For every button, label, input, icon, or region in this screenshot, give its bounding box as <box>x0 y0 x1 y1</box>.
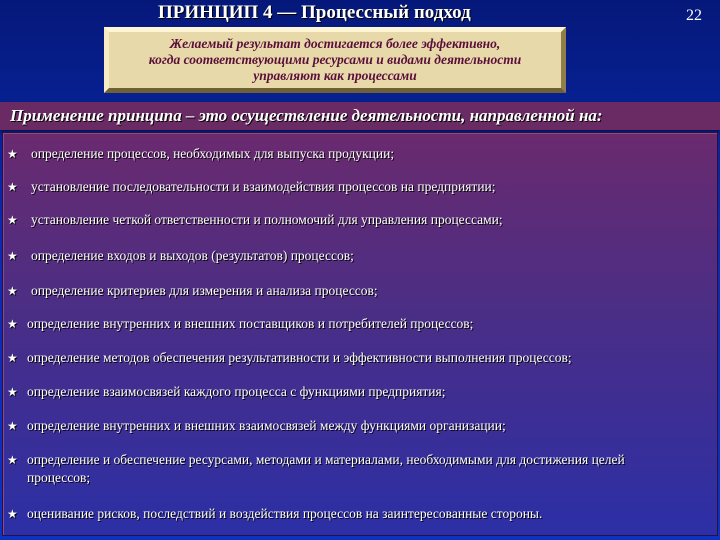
star-icon: ★ <box>7 317 18 331</box>
application-heading-bar <box>0 102 720 130</box>
application-list <box>2 132 718 536</box>
application-heading: Применение принципа – это осуществление деятельности, направленной на: <box>10 106 603 125</box>
principle-line-3: управляют как процессами <box>253 68 417 83</box>
list-item-text: определение входов и выходов (результатов) процессов; <box>31 248 354 263</box>
star-icon: ★ <box>7 249 18 263</box>
principle-line-1: Желаемый результат достигается более эффективно, <box>169 36 501 51</box>
star-icon: ★ <box>7 507 18 521</box>
list-item-text: определение методов обеспечения результативности и эффективности выполнения процессов; <box>27 350 572 365</box>
list-item-text: определение взаимосвязей каждого процесса с функциями предприятия; <box>27 384 446 399</box>
star-icon: ★ <box>7 351 18 365</box>
star-icon: ★ <box>7 453 18 467</box>
star-icon: ★ <box>7 180 18 194</box>
slide-title: ПРИНЦИП 4 — Процессный подход <box>158 2 471 23</box>
star-icon: ★ <box>7 284 18 298</box>
list-item-text: установление четкой ответственности и полномочий для управления процессами; <box>31 212 503 227</box>
list-item-text: определение внутренних и внешних взаимосвязей между функциями организации; <box>27 418 506 433</box>
principle-box <box>104 27 566 93</box>
list-item-text: определение критериев для измерения и анализа процессов; <box>31 283 378 298</box>
list-item-text: установление последовательности и взаимодействия процессов на предприятии; <box>31 179 496 194</box>
list-item-text: определение внутренних и внешних поставщиков и потребителей процессов; <box>27 316 474 331</box>
list-item-text: оценивание рисков, последствий и воздействия процессов на заинтересованные стороны. <box>27 506 543 521</box>
list-item-text: определение и обеспечение ресурсами, методами и материалами, необходимыми для достижения целей процессов; <box>27 452 625 485</box>
slide-number: 22 <box>686 7 702 24</box>
star-icon: ★ <box>7 213 18 227</box>
principle-line-2: когда соответствующими ресурсами и видами деятельности <box>148 52 522 67</box>
star-icon: ★ <box>7 385 18 399</box>
list-item-text: определение процессов, необходимых для выпуска продукции; <box>31 146 395 161</box>
star-icon: ★ <box>7 147 18 161</box>
star-icon: ★ <box>7 419 18 433</box>
